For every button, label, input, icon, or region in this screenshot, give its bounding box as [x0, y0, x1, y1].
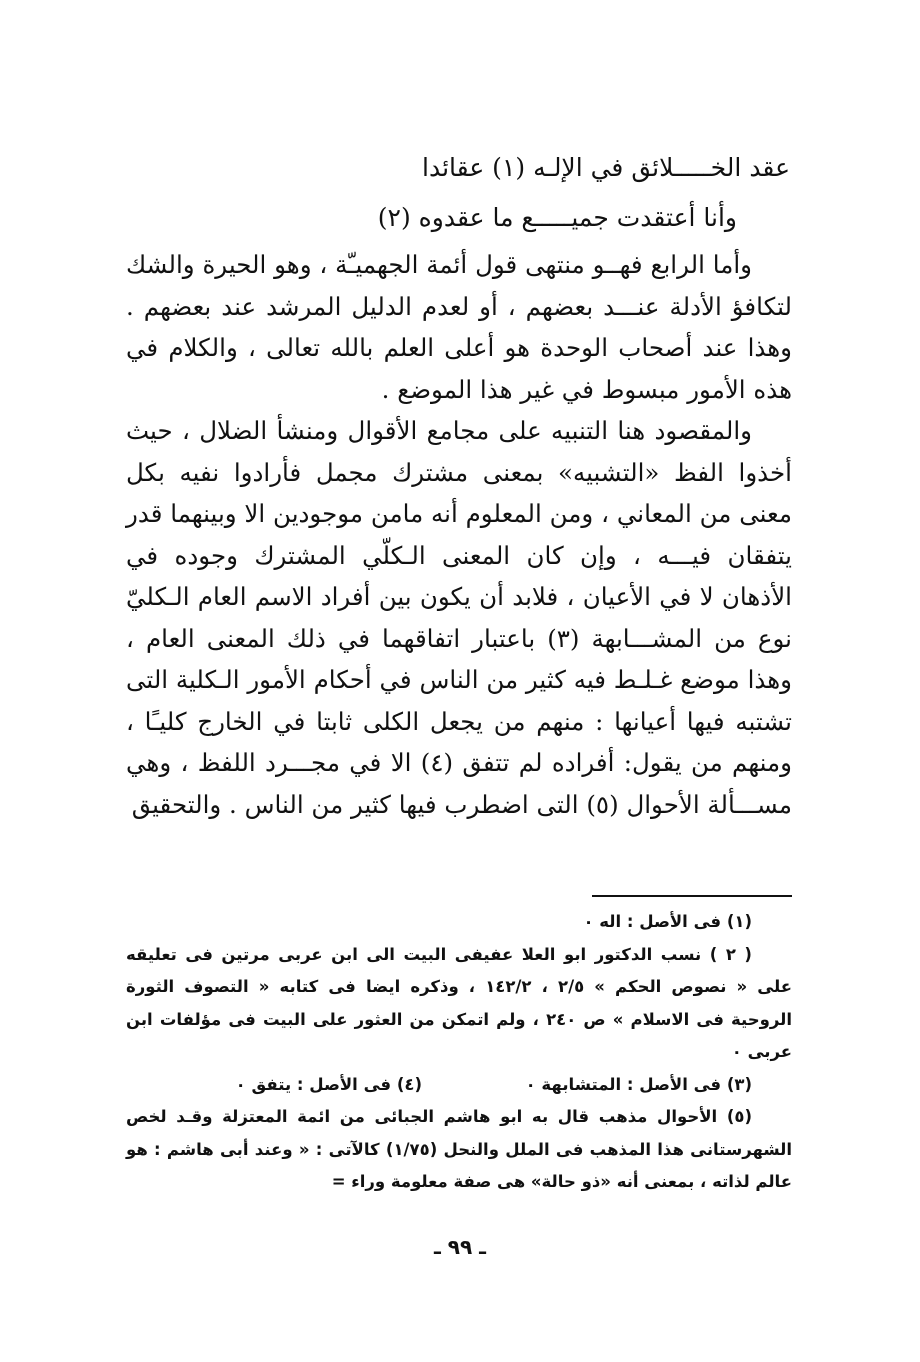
footnote-3: (٣) فى الأصل : المتشابهة ٠: [525, 1074, 752, 1094]
paragraph-1: وأما الرابع فهــو منتهى قول أئمة الجهميـّة ، وهو الحيرة والشك لتكافؤ الأدلة عنـــد بعضهم ، أو لعدم الدليل المرشد عند بعضهم . وهذا عند أصحاب الوحدة هو أعلى العلم بالله تعالى ، والكلام في هذه الأمور مبسوط في غير هذا الموضع .: [126, 250, 792, 404]
poem-line-2: وأنا أعتقدت جميـــــع ما عقدوه (٢): [377, 203, 737, 232]
footnote-2: ( ٢ ) نسب الدكتور ابو العلا عفيفى البيت الى ابن عربى مرتين فى تعليقه على « نصوص الحكم » ٢/٥ ، ١٤٢/٢ ، وذكره ايضا فى كتابه « التصوف الثورة الروحية فى الاسلام » ص ٢٤٠ ، ولم اتمكن من العثور على البيت فى مؤلفات ابن عربى ٠: [126, 944, 793, 1061]
footnote-row-3-4: [126, 1069, 792, 1102]
footnote-divider: [592, 895, 792, 897]
footnote-1: (١) فى الأصل : اله ٠: [583, 912, 752, 931]
footnote-4: (٤) فى الأصل : يتفق ٠: [235, 1074, 422, 1094]
footnotes: [126, 906, 792, 1199]
paragraph-2: والمقصود هنا التنبيه على مجامع الأقوال ومنشأ الضلال ، حيث أخذوا الفظ «التشبيه» بمعنى مشترك مجمل فأرادوا نفيه بكل معنى من المعاني ، ومن المعلوم أنه مامن موجودين الا وبينهما قدر يتفقان فيـــه ، وإن كان المعنى الـكلّي المشترك وجوده في الأذهان لا في الأعيان ، فلابد أن يكون بين أفراد الاسم العام الـكليّ نوع من المشـــابهة (٣) باعتبار اتفاقهما في ذلك المعنى العام ، وهذا موضع غـلـط فيه كثير من الناس في أحكام الأمور الـكلية التى تشتبه فيها أعيانها : منهم من يجعل الكلى ثابتا في الخارج كليـًا ، ومنهم من يقول: أفراده لم تتفق (٤) الا في مجـــرد اللفظ ، وهي مســـألة الأحوال (٥) التى اضطرب فيها كثير من الناس . والتحقيق: [126, 416, 792, 819]
page-number: ـ ٩٩ ـ: [433, 1235, 487, 1259]
footnote-5: (٥) الأحوال مذهب قال به ابو هاشم الجبائى من ائمة المعتزلة وقـد لخص الشهرستانى هذا المذهب فى الملل والنحل (١/٧٥) كالآتى : « وعند أبى هاشم : هو عالم لذاته ، بمعنى أنه «ذو حالة» هى صفة معلومة وراء =: [126, 1107, 792, 1191]
poem-line-1: عقد الخـــــلائق في الإلـه (١) عقائدا: [422, 153, 790, 182]
main-text: [126, 244, 792, 825]
